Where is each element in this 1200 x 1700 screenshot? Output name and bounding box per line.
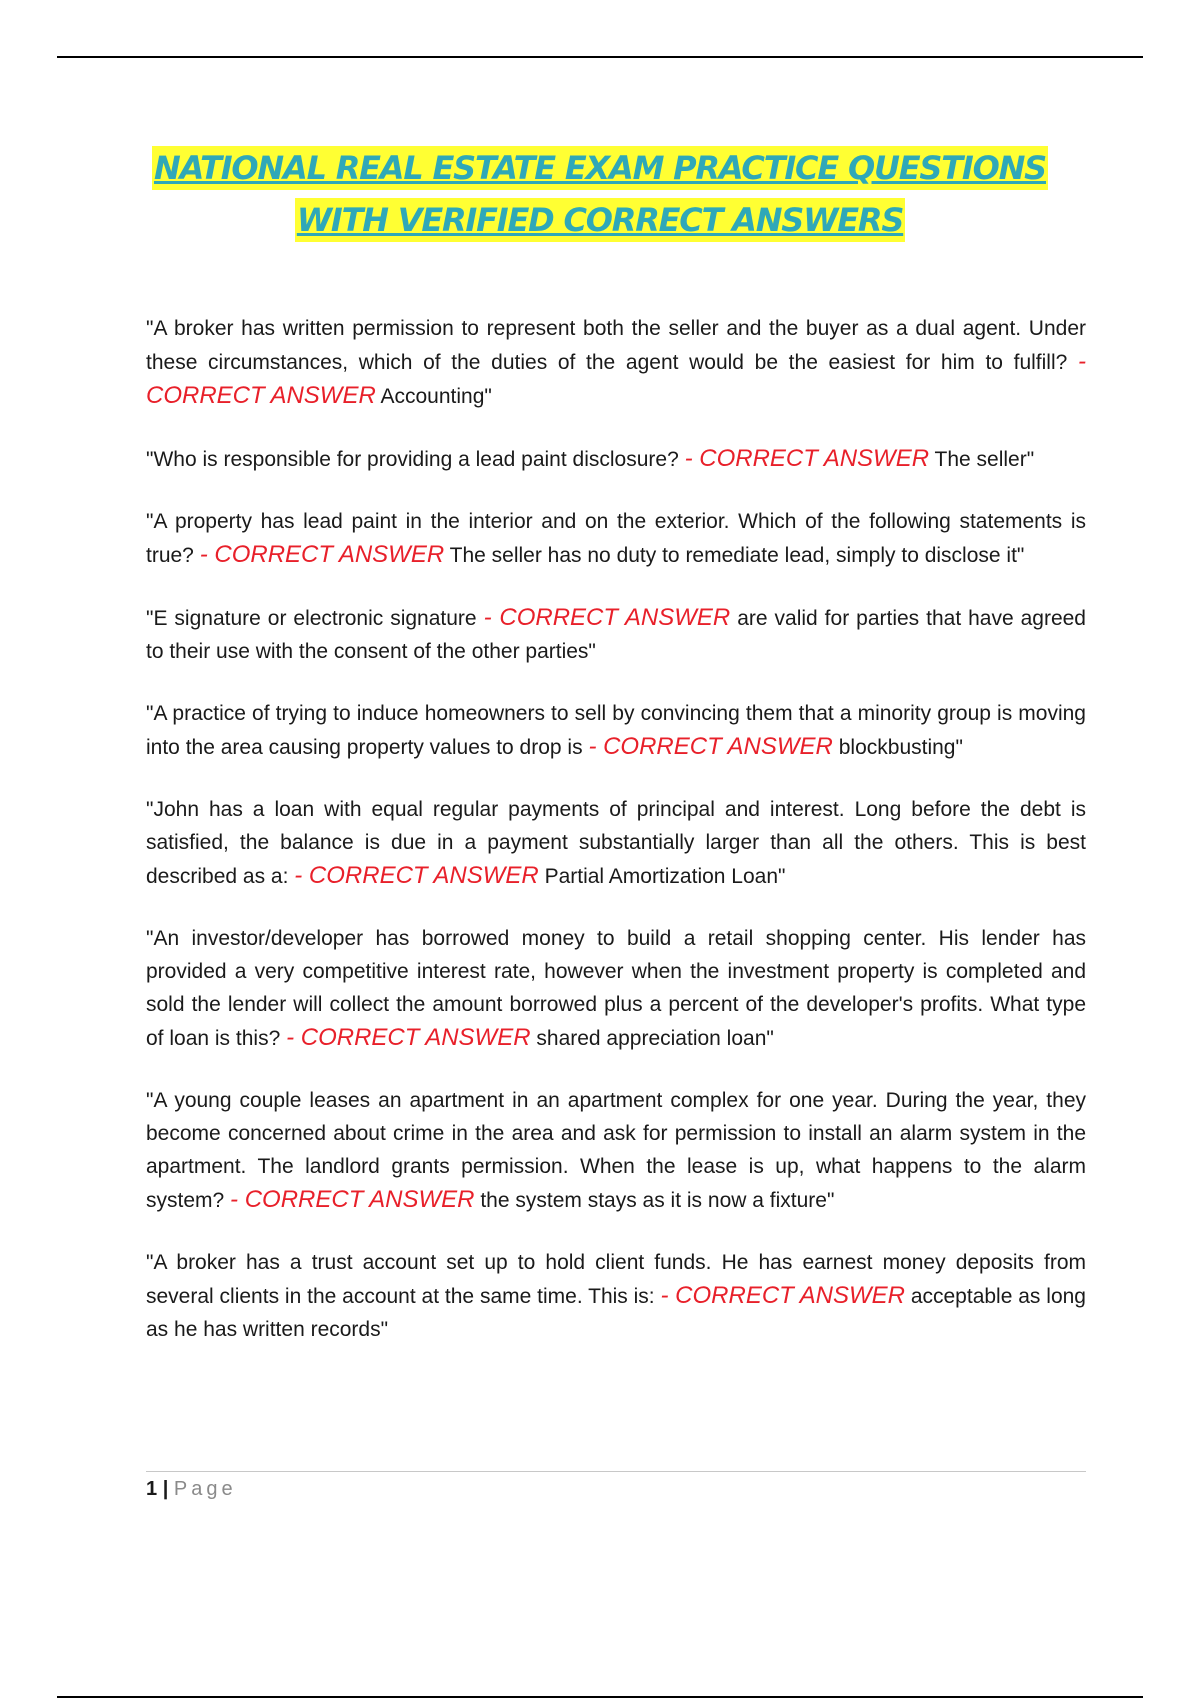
answer-text: are valid for parties that have agreed to their use with the consent of the other parties" bbox=[146, 607, 1086, 663]
answer-text: shared appreciation loan" bbox=[536, 1027, 774, 1050]
question-text: "A practice of trying to induce homeowners to sell by convincing them that a minority group is moving into the area causing property values to drop is bbox=[146, 702, 1086, 759]
title-line-2: WITH VERIFIED CORRECT ANSWERS bbox=[295, 198, 905, 242]
correct-answer-label: - CORRECT ANSWER bbox=[294, 862, 539, 889]
qa-item bbox=[146, 1246, 1086, 1346]
correct-answer-label: - CORRECT ANSWER bbox=[684, 445, 930, 472]
question-text: "A broker has written permission to represent both the seller and the buyer as a dual agent. Under these circumstances, which of the duties of the agent would be the easiest for him to fulfill? bbox=[146, 317, 1086, 374]
correct-answer-label: - CORRECT ANSWER bbox=[146, 348, 1086, 409]
answer-text: The seller" bbox=[934, 448, 1035, 471]
qa-list bbox=[146, 312, 1086, 1375]
qa-item bbox=[146, 601, 1086, 668]
answer-text: the system stays as it is now a fixture" bbox=[480, 1189, 835, 1212]
footer-divider bbox=[146, 1471, 1086, 1472]
page-label: Page bbox=[173, 1478, 237, 1500]
answer-text: Partial Amortization Loan" bbox=[544, 865, 786, 888]
answer-text: acceptable as long as he has written records" bbox=[146, 1285, 1086, 1341]
question-text: "A young couple leases an apartment in an apartment complex for one year. During the year, they become concerned about crime in the area and ask for permission to install an alarm system in the apartment. The landlord grants permission. When the lease is up, what happens to the alarm system? bbox=[146, 1089, 1086, 1212]
qa-item bbox=[146, 442, 1086, 476]
correct-answer-label: - CORRECT ANSWER bbox=[660, 1282, 905, 1309]
qa-item bbox=[146, 1084, 1086, 1217]
qa-item bbox=[146, 697, 1086, 764]
top-rule bbox=[57, 56, 1143, 58]
correct-answer-label: - CORRECT ANSWER bbox=[199, 541, 445, 568]
question-text: "John has a loan with equal regular payments of principal and interest. Long before the debt is satisfied, the balance is due in a payment substantially larger than all the others. This is best described as a: bbox=[146, 798, 1086, 888]
correct-answer-label: - CORRECT ANSWER bbox=[230, 1186, 475, 1213]
qa-item bbox=[146, 505, 1086, 572]
question-text: "An investor/developer has borrowed money to build a retail shopping center. His lender has provided a very competitive interest rate, however when the investment property is completed and sold the lender will collect the amount borrowed plus a percent of the developer's profits. What type of loan is this? bbox=[146, 927, 1086, 1050]
page-number: 1 bbox=[146, 1478, 158, 1500]
bottom-rule bbox=[57, 1696, 1143, 1698]
question-text: "E signature or electronic signature bbox=[146, 607, 477, 630]
correct-answer-label: - CORRECT ANSWER bbox=[588, 733, 833, 760]
title-line-1: NATIONAL REAL ESTATE EXAM PRACTICE QUESTIONS bbox=[152, 146, 1048, 190]
question-text: "A broker has a trust account set up to hold client funds. He has earnest money deposits from several clients in the account at the same time. This is: bbox=[146, 1251, 1086, 1308]
qa-item bbox=[146, 922, 1086, 1055]
qa-item bbox=[146, 793, 1086, 893]
page-footer bbox=[146, 1474, 237, 1504]
answer-text: blockbusting" bbox=[838, 736, 963, 759]
correct-answer-label: - CORRECT ANSWER bbox=[286, 1024, 531, 1051]
correct-answer-label: - CORRECT ANSWER bbox=[483, 604, 731, 631]
question-text: "A property has lead paint in the interior and on the exterior. Which of the following statements is true? bbox=[146, 510, 1086, 567]
question-text: "Who is responsible for providing a lead paint disclosure? bbox=[146, 448, 679, 471]
footer-separator: | bbox=[162, 1478, 169, 1500]
answer-text: Accounting" bbox=[380, 385, 492, 408]
document-title bbox=[0, 146, 1200, 242]
qa-item bbox=[146, 312, 1086, 413]
answer-text: The seller has no duty to remediate lead, simply to disclose it" bbox=[449, 544, 1025, 567]
